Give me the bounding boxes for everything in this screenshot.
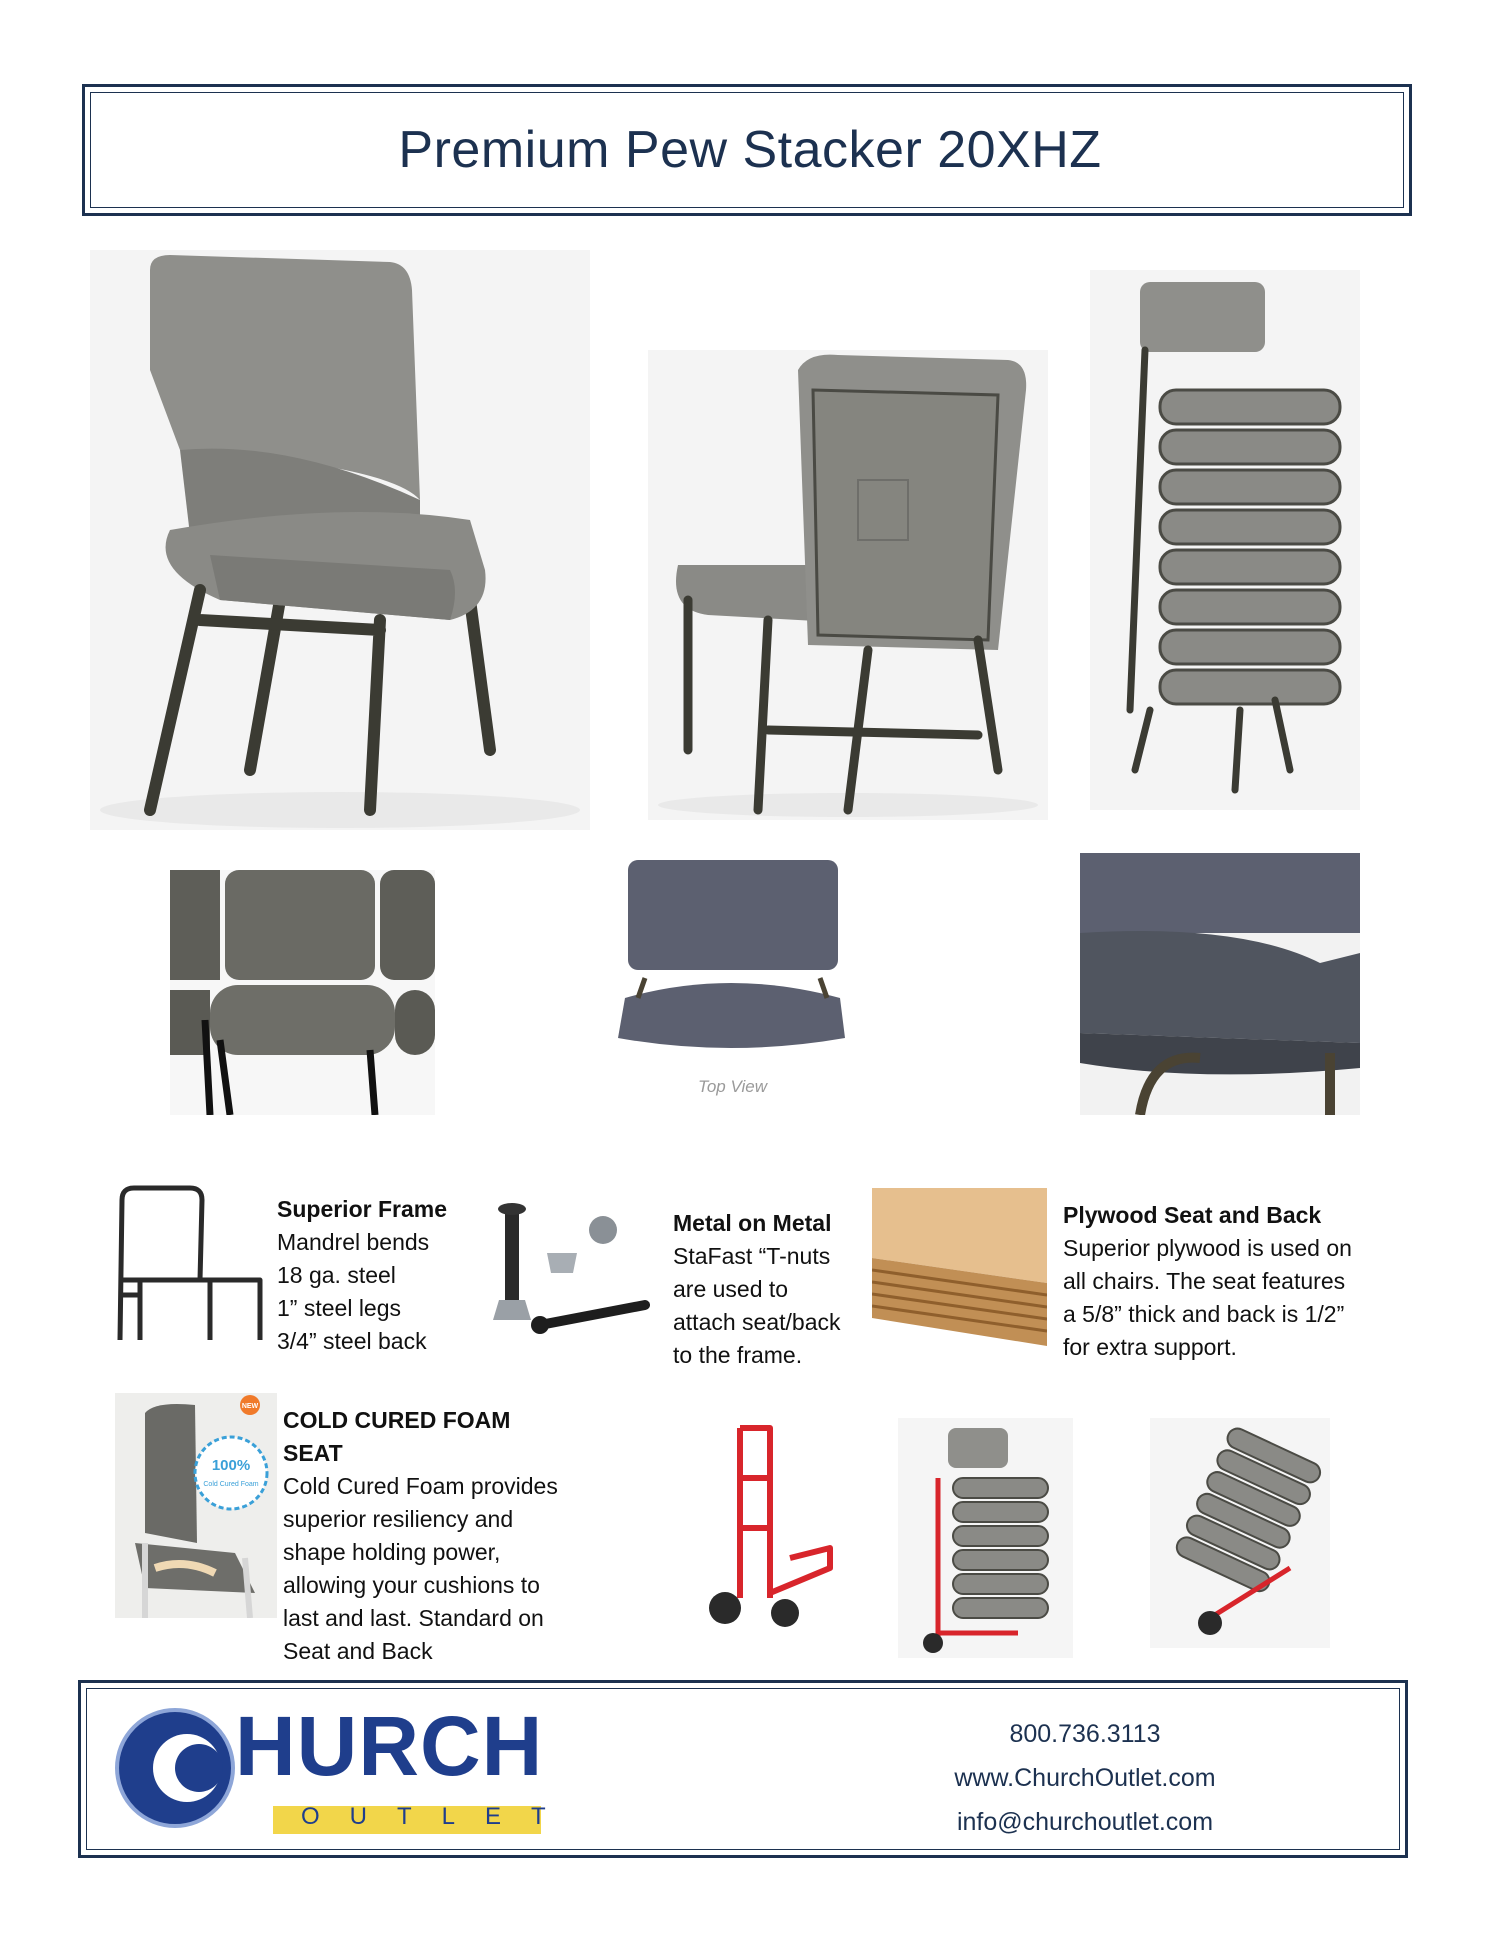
plywood-feature-line: for extra support. [1063, 1334, 1237, 1360]
email-link[interactable]: info@churchoutlet.com [956, 1808, 1214, 1836]
footer-contact [875, 1712, 1295, 1844]
foam-feature-line: last and last. Standard on [283, 1605, 544, 1631]
frame-feature-title: Superior Frame [277, 1196, 447, 1222]
metal-feature-title: Metal on Metal [673, 1210, 832, 1236]
new-tag: NEW [241, 1403, 259, 1410]
chair-dolly-photo [700, 1418, 850, 1638]
stacked-chairs-photo [1090, 270, 1360, 810]
foam-feature-line: shape holding power, [283, 1539, 501, 1565]
website-link[interactable]: www.ChurchOutlet.com [954, 1764, 1216, 1792]
foam-badge-percent: 100% [211, 1457, 251, 1474]
logo-main-text: HURCH [235, 1699, 544, 1793]
t-nut-hardware-illustration [485, 1195, 650, 1355]
plywood-feature-line: all chairs. The seat features [1063, 1268, 1346, 1294]
frame-feature-line: 1” steel legs [277, 1295, 402, 1321]
frame-feature-line: 18 ga. steel [277, 1262, 396, 1288]
chairs-side-by-side-photo [170, 870, 435, 1115]
frame-feature-line: 3/4” steel back [277, 1328, 427, 1354]
top-view-photo [610, 858, 855, 1073]
foam-badge-text: Cold Cured Foam [203, 1481, 259, 1488]
foam-feature-line: Seat and Back [283, 1638, 433, 1664]
frame-feature [277, 1193, 477, 1358]
tilted-dolly-stack-photo [1150, 1418, 1330, 1648]
cold-cured-foam-illustration [115, 1393, 277, 1618]
plywood-illustration [872, 1188, 1047, 1346]
church-outlet-logo [115, 1699, 576, 1840]
metal-feature [673, 1207, 873, 1372]
foam-feature-line: Cold Cured Foam provides [283, 1473, 558, 1499]
frame-feature-line: Mandrel bends [277, 1229, 430, 1255]
foam-feature-title: COLD CURED FOAM SEAT [283, 1407, 511, 1466]
page-title: Premium Pew Stacker 20XHZ [398, 121, 1102, 179]
plywood-feature-line: a 5/8” thick and back is 1/2” [1063, 1301, 1345, 1327]
chair-front-photo [90, 250, 590, 830]
metal-feature-line: to the frame. [673, 1342, 803, 1368]
foam-feature-line: allowing your cushions to [283, 1572, 540, 1598]
metal-feature-line: StaFast “T-nuts [673, 1243, 831, 1269]
metal-feature-line: attach seat/back [673, 1309, 841, 1335]
dolly-with-stack-photo [898, 1418, 1073, 1658]
top-view-caption: Top View [698, 1077, 767, 1096]
foam-feature [283, 1404, 573, 1668]
plywood-feature-line: Superior plywood is used on [1063, 1235, 1352, 1261]
steel-frame-illustration [110, 1180, 270, 1345]
foam-feature-line: superior resiliency and [283, 1506, 514, 1532]
metal-feature-line: are used to [673, 1276, 789, 1302]
seat-edge-closeup-photo [1080, 853, 1360, 1115]
plywood-feature-title: Plywood Seat and Back [1063, 1202, 1322, 1228]
logo-sub-text: OUTLET [301, 1803, 576, 1830]
chair-rear-photo [648, 350, 1048, 820]
phone-number[interactable]: 800.736.3113 [1009, 1720, 1161, 1748]
plywood-feature [1063, 1199, 1393, 1364]
